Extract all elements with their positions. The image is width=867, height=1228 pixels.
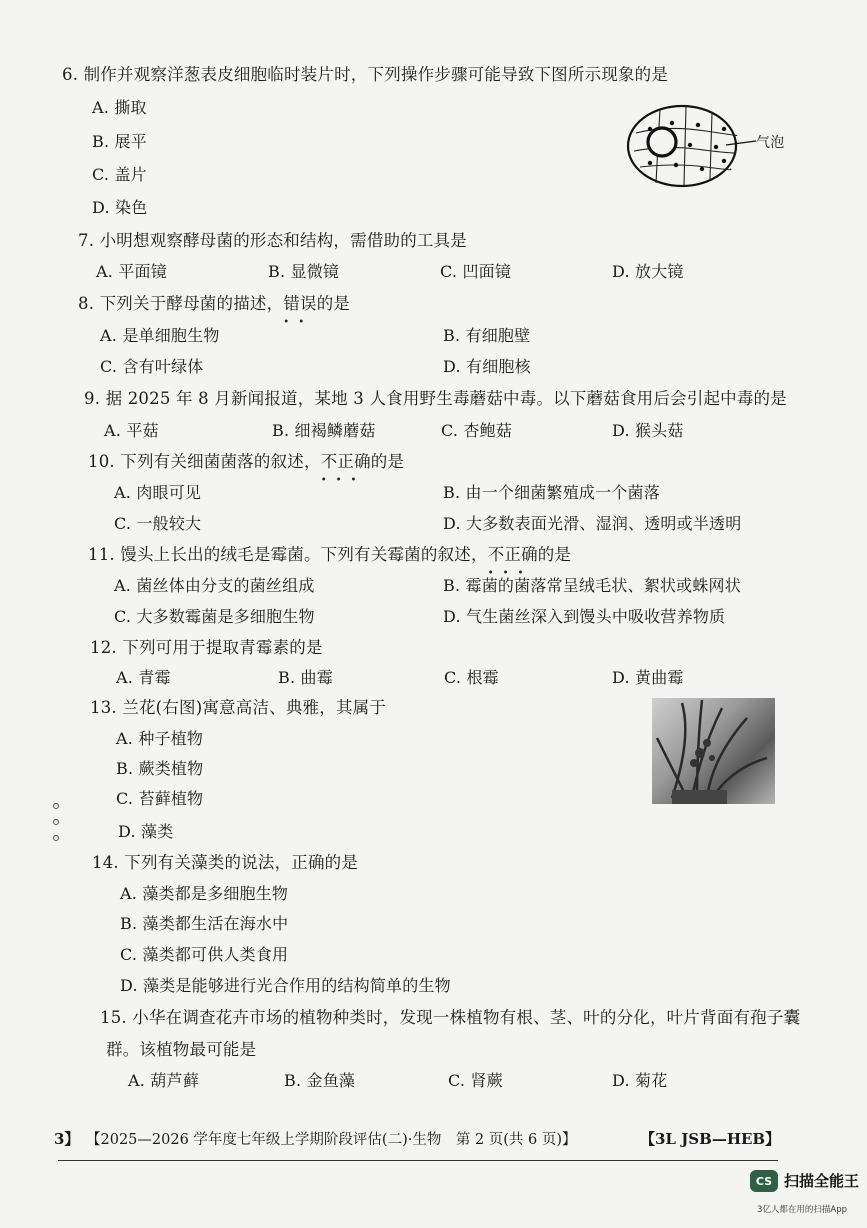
footer-page-info: 【2025—2026 学年度七年级上学期阶段评估(二)·生物 第 2 页(共 6 页)】 <box>86 1132 577 1148</box>
q15-option-a: A. 葫芦藓 <box>128 1071 199 1090</box>
q10-option-c: C. 一般较大 <box>114 514 202 533</box>
q9-stem: 9. 据 2025 年 8 月新闻报道，某地 3 人食用野生毒蘑菇中毒。以下蘑菇食用后会引起中毒的是 <box>84 389 787 408</box>
q14-option-c: C. 藻类都可供人类食用 <box>120 945 289 964</box>
q12-option-c: C. 根霉 <box>444 668 499 687</box>
q12-stem: 12. 下列可用于提取青霉素的是 <box>90 638 323 657</box>
q6-option-d: D. 染色 <box>92 198 148 217</box>
q10-stem <box>88 451 405 486</box>
q15-stem-line1: 15. 小华在调查花卉市场的植物种类时，发现一株植物有根、茎、叶的分化，叶片背面有孢子囊 <box>100 1008 801 1027</box>
q7-option-d: D. 放大镜 <box>612 262 684 281</box>
q11-option-a: A. 菌丝体由分支的菌丝组成 <box>114 576 315 595</box>
q11-stem <box>88 544 572 579</box>
q12-option-b: B. 曲霉 <box>278 668 333 687</box>
q14-option-b: B. 藻类都生活在海水中 <box>120 914 289 933</box>
q8-option-b: B. 有细胞壁 <box>443 326 531 345</box>
q14-stem: 14. 下列有关藻类的说法，正确的是 <box>92 853 359 872</box>
q6-option-b: B. 展平 <box>92 132 147 151</box>
q7-option-c: C. 凹面镜 <box>440 262 512 281</box>
binding-marks <box>52 800 60 855</box>
q6-option-a: A. 撕取 <box>92 98 147 117</box>
q8-option-a: A. 是单细胞生物 <box>100 326 220 345</box>
scanner-brand: 扫描全能王 <box>784 1172 860 1190</box>
orchid-photo <box>652 698 775 804</box>
q13-option-c: C. 苔藓植物 <box>116 789 204 808</box>
q11-option-b: B. 霉菌的菌落常呈绒毛状、絮状或蛛网状 <box>443 576 741 595</box>
q11-option-d: D. 气生菌丝深入到馒头中吸收营养物质 <box>443 607 726 626</box>
q11-stem-pre: 11. 馒头上长出的绒毛是霉菌。下列有关霉菌的叙述， <box>88 545 488 564</box>
q10-option-b: B. 由一个细菌繁殖成一个菌落 <box>443 483 660 502</box>
q15-stem-line2: 群。该植物最可能是 <box>106 1040 257 1059</box>
q12-option-d: D. 黄曲霉 <box>612 668 684 687</box>
footer-divider <box>58 1160 778 1161</box>
q8-stem-post: 的是 <box>316 294 351 313</box>
bubble-label: 气泡 <box>756 135 785 151</box>
q9-option-c: C. 杏鲍菇 <box>441 421 513 440</box>
emphasis-dots: •• <box>283 317 314 328</box>
q7-option-b: B. 显微镜 <box>268 262 340 281</box>
q14-option-a: A. 藻类都是多细胞生物 <box>120 884 289 903</box>
scanner-tagline: 3亿人都在用的扫描App <box>757 1205 848 1215</box>
q10-option-d: D. 大多数表面光滑、湿润、透明或半透明 <box>443 514 742 533</box>
q15-option-c: C. 肾蕨 <box>448 1071 503 1090</box>
q11-option-c: C. 大多数霉菌是多细胞生物 <box>114 607 315 626</box>
q10-stem-pre: 10. 下列有关细菌菌落的叙述， <box>88 452 321 471</box>
q15-option-b: B. 金鱼藻 <box>284 1071 356 1090</box>
q8-emph-text: 错误 <box>283 294 317 313</box>
q8-option-c: C. 含有叶绿体 <box>100 357 204 376</box>
q13-stem: 13. 兰花(右图)寓意高洁、典雅，其属于 <box>90 698 387 717</box>
q6-option-c: C. 盖片 <box>92 165 147 184</box>
q15-option-d: D. 菊花 <box>612 1071 668 1090</box>
q9-option-a: A. 平菇 <box>104 421 159 440</box>
orchid-image <box>652 698 775 804</box>
q9-option-b: B. 细褐鳞蘑菇 <box>272 421 376 440</box>
q9-option-d: D. 猴头菇 <box>612 421 684 440</box>
footer-code: 【3L JSB—HEB】 <box>640 1130 781 1148</box>
q10-stem-emphasis <box>320 452 371 486</box>
q7-option-a: A. 平面镜 <box>96 262 167 281</box>
q10-emph-text: 不正确 <box>320 452 371 471</box>
q8-stem-pre: 8. 下列关于酵母菌的描述， <box>78 294 284 313</box>
q6-stem: 6. 制作并观察洋葱表皮细胞临时装片时，下列操作步骤可能导致下图所示现象的是 <box>62 65 669 84</box>
q7-stem: 7. 小明想观察酵母菌的形态和结构，需借助的工具是 <box>78 231 467 250</box>
q13-option-d: D. 藻类 <box>118 822 174 841</box>
q14-option-d: D. 藻类是能够进行光合作用的结构简单的生物 <box>120 976 451 995</box>
q8-option-d: D. 有细胞核 <box>443 357 531 376</box>
q13-option-b: B. 蕨类植物 <box>116 759 204 778</box>
q11-stem-post: 的是 <box>537 545 572 564</box>
q11-stem-emphasis <box>487 545 538 579</box>
footer-left-mark: 3】 <box>54 1130 80 1148</box>
q8-stem <box>78 293 351 328</box>
q8-stem-emphasis <box>283 294 317 328</box>
camscanner-logo-icon: CS <box>750 1170 778 1192</box>
q13-option-a: A. 种子植物 <box>116 729 204 748</box>
q10-stem-post: 的是 <box>370 452 405 471</box>
emphasis-dots: ••• <box>320 475 366 486</box>
q12-option-a: A. 青霉 <box>116 668 171 687</box>
emphasis-dots: ••• <box>487 568 533 579</box>
q11-emph-text: 不正确 <box>487 545 538 564</box>
q10-option-a: A. 肉眼可见 <box>114 483 202 502</box>
